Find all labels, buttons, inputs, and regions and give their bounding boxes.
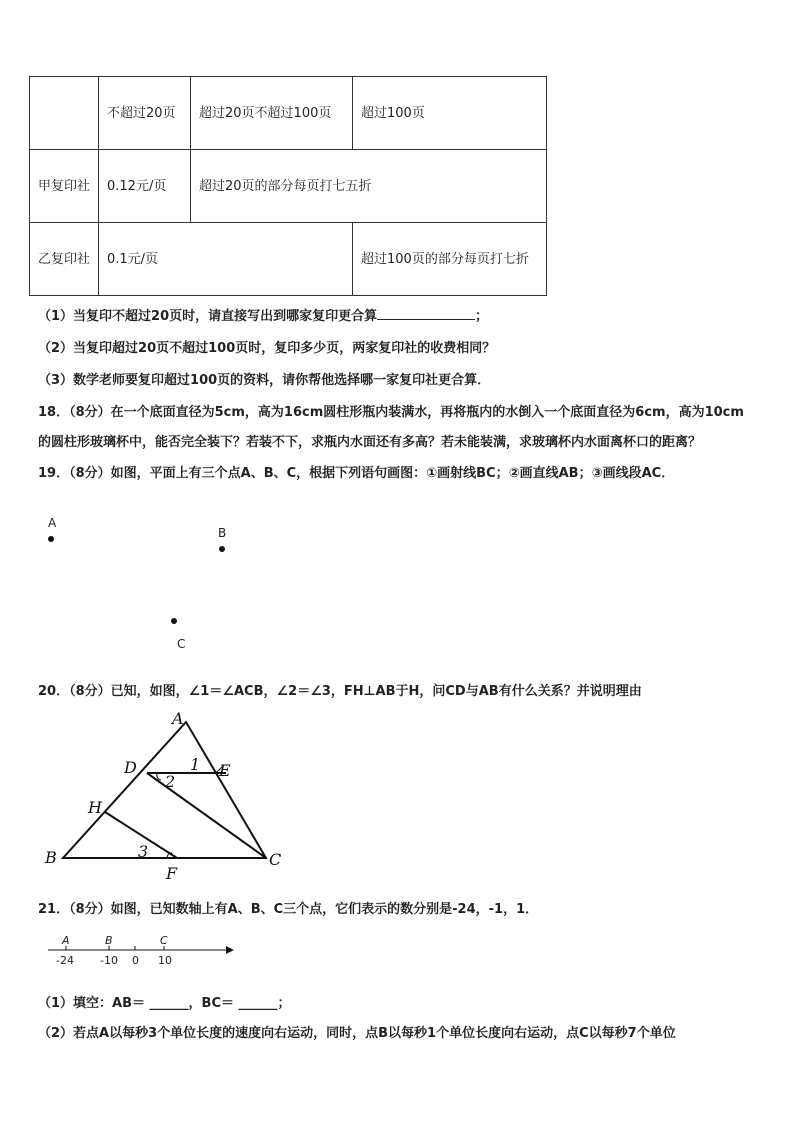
angle-3-label: 3 xyxy=(138,842,149,861)
arrow-icon xyxy=(226,946,234,954)
header-empty-cell xyxy=(30,77,99,150)
header-cell-over100: 超过100页 xyxy=(353,77,547,150)
vertex-h-label: H xyxy=(88,798,102,817)
q17-part1: （1）当复印不超过20页时，请直接写出到哪家复印更合算 ； xyxy=(38,309,489,324)
axis-letter-c: C xyxy=(160,934,168,947)
axis-number: -24 xyxy=(56,954,74,967)
price-jia: 0.12元/页 xyxy=(99,150,191,223)
point-a-label: A xyxy=(48,516,57,530)
vertex-e-label: E xyxy=(219,761,231,780)
point-c xyxy=(171,618,177,624)
axis-number: 0 xyxy=(132,954,139,967)
angle-2-label: 2 xyxy=(165,772,176,791)
discount-yi: 超过100页的部分每页打七折 xyxy=(353,223,547,296)
angle-2-mark xyxy=(157,773,161,780)
q20-triangle-figure xyxy=(30,705,300,885)
number-line-figure xyxy=(40,930,240,970)
q20-question: 20．（8分）已知，如图，∠1＝∠ACB，∠2＝∠3，FH⊥AB于H，问CD与AB有什么关系？并说明理由 xyxy=(38,684,642,699)
point-b xyxy=(219,546,225,552)
q18-line2: 的圆柱形玻璃杯中，能否完全装下？若装不下，求瓶内水面还有多高？若未能装满，求玻璃杯内水面离杯口的距离？ xyxy=(38,435,702,450)
answer-blank[interactable] xyxy=(377,307,475,320)
vertex-f-label: F xyxy=(166,864,178,883)
q19-question: 19．（8分）如图，平面上有三个点A、B、C，根据下列语句画图：①画射线BC；②画直线AB；③画线段AC． xyxy=(38,466,675,481)
angle-1-label: 1 xyxy=(190,755,201,774)
point-a xyxy=(48,536,54,542)
point-b-label: B xyxy=(218,526,227,540)
q17-part3: （3）数学老师要复印超过100页的资料，请你帮他选择哪一家复印社更合算． xyxy=(38,373,491,388)
axis-letter-b: B xyxy=(105,934,113,947)
vertex-b-label: B xyxy=(45,848,57,867)
q17-part2: （2）当复印超过20页不超过100页时，复印多少页，两家复印社的收费相同？ xyxy=(38,341,496,356)
header-cell-under20: 不超过20页 xyxy=(99,77,191,150)
q21-question: 21．（8分）如图，已知数轴上有A、B、C三个点，它们表示的数分别是-24，-1，1． xyxy=(38,902,539,917)
table-header-row xyxy=(30,77,547,150)
vertex-a-label: A xyxy=(172,709,184,728)
axis-number: 10 xyxy=(158,954,172,967)
axis-letter-a: A xyxy=(62,934,70,947)
shop-name-yi: 乙复印社 xyxy=(30,223,99,296)
vertex-d-label: D xyxy=(124,758,137,777)
header-cell-20to100: 超过20页不超过100页 xyxy=(191,77,353,150)
q18-line1: 18．（8分）在一个底面直径为5cm，高为16cm圆柱形瓶内装满水，再将瓶内的水倒入一个底面直径为6cm，高为10cm xyxy=(38,405,744,420)
table-row xyxy=(30,150,547,223)
point-c-label: C xyxy=(177,637,186,651)
q21-part2: （2）若点A以每秒3个单位长度的速度向右运动，同时，点B以每秒1个单位长度向右运动，点C以每秒7个单位 xyxy=(38,1026,676,1041)
pricing-table xyxy=(29,76,547,296)
table-row xyxy=(30,223,547,296)
q21-fill-blank: （1）填空：AB＝ ______，BC＝ ______； xyxy=(38,996,291,1011)
axis-number: -10 xyxy=(100,954,118,967)
price-yi: 0.1元/页 xyxy=(99,223,353,296)
shop-name-jia: 甲复印社 xyxy=(30,150,99,223)
vertex-c-label: C xyxy=(269,850,282,869)
q19-points-figure xyxy=(0,505,300,655)
discount-jia: 超过20页的部分每页打七五折 xyxy=(191,150,547,223)
